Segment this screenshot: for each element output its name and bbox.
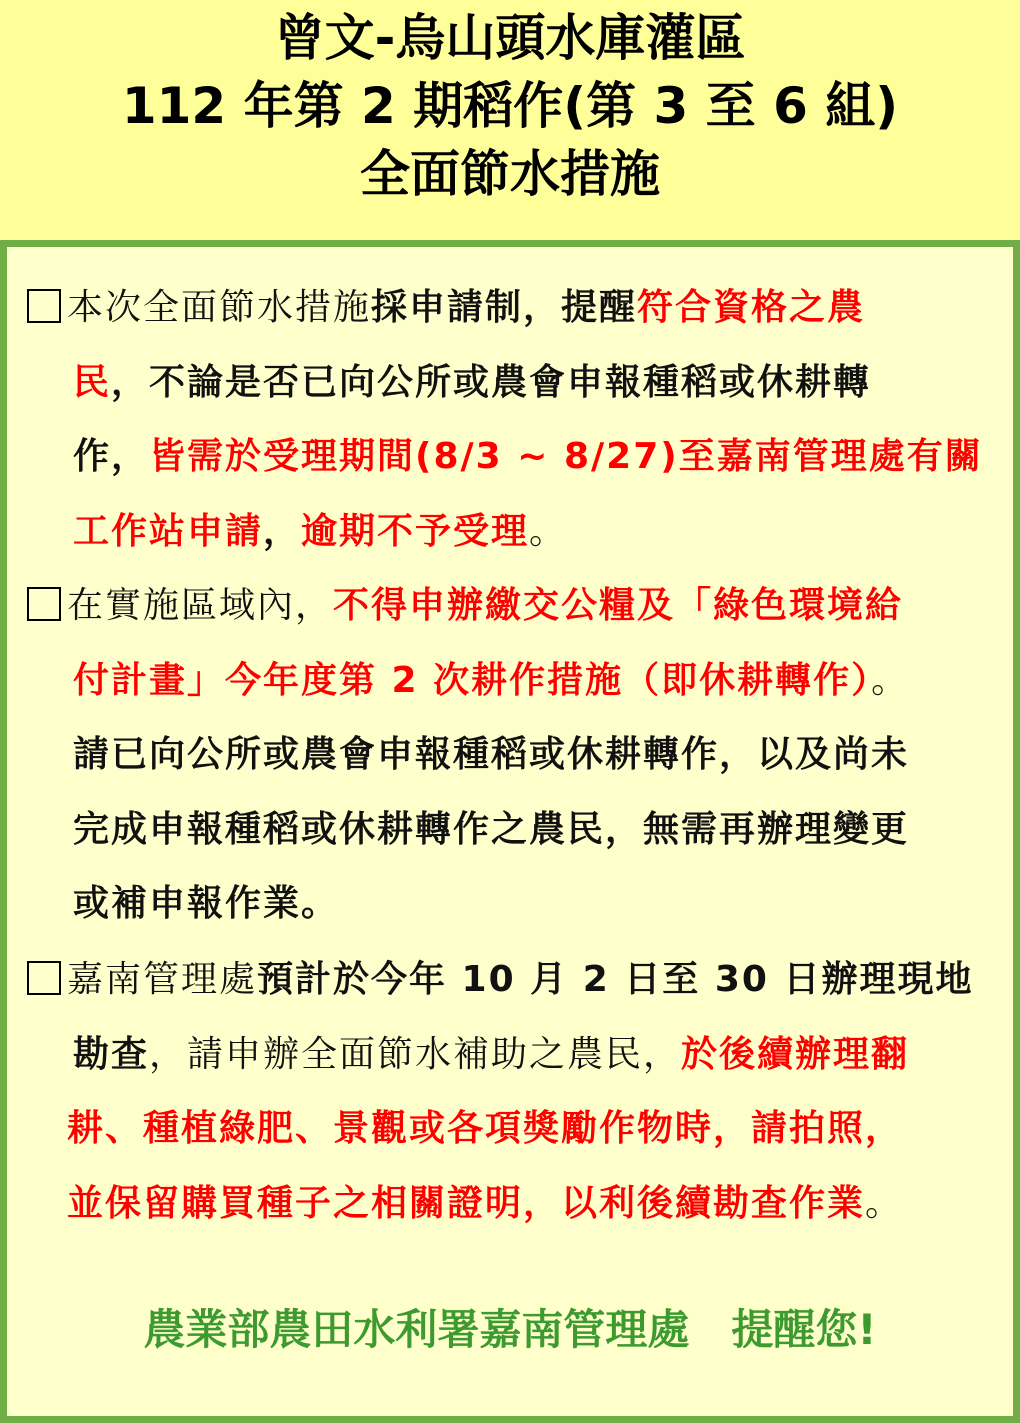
item-row	[27, 569, 1007, 644]
item-row	[27, 867, 1007, 942]
notice-title-line-3: 全面節水措施	[360, 145, 660, 203]
text: 。	[871, 659, 910, 701]
notice-panel	[0, 240, 1020, 1423]
item-row	[27, 1092, 1007, 1167]
notice-title-line-2: 112 年第 2 期稻作(第 3 至 6 組)	[121, 77, 899, 135]
item-row	[27, 644, 1007, 719]
text: 付計畫」今年度第 2 次耕作措施（即休耕轉作）	[73, 659, 872, 701]
text: 並保留購買種子之相關證明，以利後續勘查作業	[67, 1182, 866, 1224]
item-row	[27, 495, 1007, 570]
text: 於後續辦理翻	[681, 1033, 910, 1075]
text: 。	[529, 510, 568, 552]
item-row	[27, 1167, 1007, 1242]
text: 預計於今年 10 月 2 日至 30 日辦理現地	[257, 959, 974, 1000]
text: 完成申報種稻或休耕轉作之農民，無需再辦理變更	[73, 808, 910, 850]
text: 採申請制	[371, 287, 524, 328]
item-row	[27, 718, 1007, 793]
item-row	[27, 943, 1007, 1018]
checkbox-icon	[27, 961, 61, 995]
text: 逾期不予受理	[301, 510, 530, 552]
notice-item-2	[27, 569, 1007, 942]
text: ，請申辦全面節水補助之農民，	[149, 1033, 682, 1075]
text: 請已向公所或農會申報種稻或休耕轉作，以及尚未	[73, 734, 910, 775]
item-row	[27, 271, 1007, 346]
text: 本次全面節水措施	[67, 287, 372, 328]
text: ，提醒	[523, 287, 638, 328]
text: 勘查	[73, 1033, 150, 1075]
text: 在實施區域內，	[67, 585, 334, 626]
text: 工作站申請	[73, 510, 264, 552]
text: 嘉南管理處	[67, 959, 258, 1000]
text: 皆需於受理期間(8/3 ~ 8/27)至嘉南管理處有關	[149, 436, 983, 477]
notice-item-1	[27, 271, 1007, 569]
checkbox-icon	[27, 289, 61, 323]
text: 作，	[73, 436, 150, 477]
item-row	[27, 346, 1007, 421]
notice-item-3	[27, 943, 1007, 1241]
notice-title-line-1: 曾文-烏山頭水庫灌區	[274, 9, 746, 67]
checkbox-icon	[27, 587, 61, 621]
text: ，	[263, 510, 302, 552]
text: 。	[865, 1182, 904, 1224]
notice-header	[0, 0, 1020, 240]
text: 耕、種植綠肥、景觀或各項獎勵作物時，請拍照，	[67, 1108, 904, 1149]
text: 不得申辦繳交公糧及「綠色環境給	[333, 585, 904, 626]
text: ，不論是否已向公所或農會申報種稻或休耕轉	[111, 361, 872, 403]
item-row	[27, 1018, 1007, 1093]
text: 或補申報作業。	[73, 883, 340, 924]
text: 民	[73, 361, 112, 403]
footer-reminder: 農業部農田水利署嘉南管理處 提醒您!	[143, 1305, 877, 1354]
text: 符合資格之農	[637, 287, 866, 328]
item-row	[27, 793, 1007, 868]
item-row	[27, 420, 1007, 495]
